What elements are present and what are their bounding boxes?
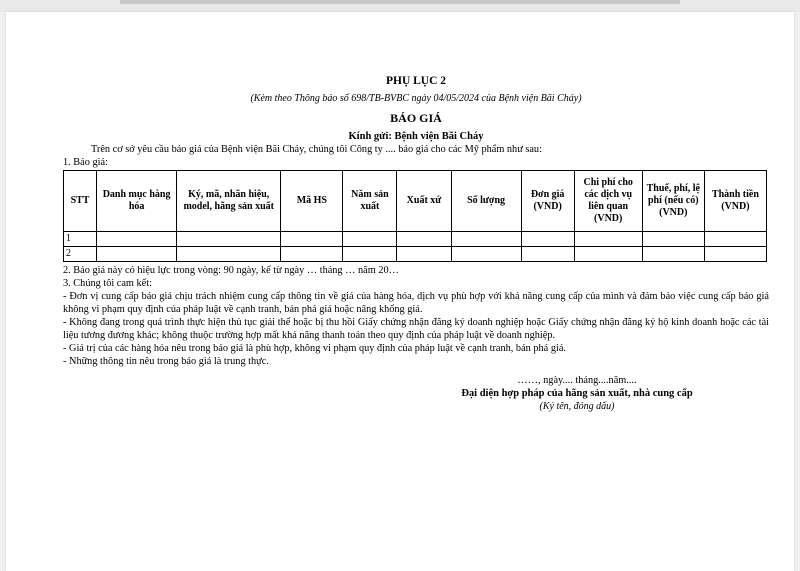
appendix-subtitle: (Kèm theo Thông báo số 698/TB-BVBC ngày 04/05/2024 của Bệnh viện Bãi Cháy) <box>250 93 582 104</box>
signature-title: Đại diện hợp pháp của hãng sản xuất, nhà cung cấp <box>461 388 693 399</box>
table-cell[interactable] <box>642 232 704 247</box>
header-service-cost: Chi phí cho các dịch vụ liên quan (VND) <box>574 171 642 232</box>
table-cell[interactable] <box>574 232 642 247</box>
header-stt: STT <box>64 171 97 232</box>
horizontal-scrollbar[interactable] <box>120 0 680 4</box>
header-quantity: Số lượng <box>451 171 521 232</box>
main-title: BÁO GIÁ <box>390 111 442 125</box>
table-cell[interactable] <box>343 232 397 247</box>
table-cell[interactable] <box>704 247 766 262</box>
table-cell[interactable] <box>642 247 704 262</box>
table-cell[interactable] <box>97 247 177 262</box>
quote-table <box>63 170 767 262</box>
table-cell[interactable] <box>574 247 642 262</box>
intro-paragraph: Trên cơ sở yêu cầu báo giá của Bệnh viện Bãi Cháy, chúng tôi Công ty .... báo giá cho các Mỹ phẩm như sau: <box>91 144 542 155</box>
header-hs-code: Mã HS <box>281 171 343 232</box>
table-cell[interactable] <box>177 247 281 262</box>
table-header-row <box>64 171 767 232</box>
table-cell[interactable]: 2 <box>64 247 97 262</box>
table-cell[interactable] <box>97 232 177 247</box>
section-1-heading: 1. Báo giá: <box>63 157 108 168</box>
header-tax-fee: Thuế, phí, lệ phí (nếu có) (VND) <box>642 171 704 232</box>
table-cell[interactable] <box>451 247 521 262</box>
appendix-title: PHỤ LỤC 2 <box>385 75 447 87</box>
table-cell[interactable] <box>521 247 574 262</box>
table-cell[interactable] <box>704 232 766 247</box>
table-cell[interactable] <box>451 232 521 247</box>
signature-note: (Ký tên, đóng dấu) <box>539 401 615 412</box>
commitment-item: - Đơn vị cung cấp báo giá chịu trách nhiệm cung cấp thông tin về giá của hàng hóa, dịch vụ phù hợp với khả năng cung cấp của mình và đảm bảo việc cung cấp báo giá không vi phạm quy định của pháp luật về cạnh tranh, bán phá giá hoặc nâng khống giá. <box>63 291 769 315</box>
commitment-item: - Giá trị của các hàng hóa nêu trong báo giá là phù hợp, không vi phạm quy định của pháp luật về cạnh tranh, bán phá giá. <box>63 343 566 354</box>
section-3-heading: 3. Chúng tôi cam kết: <box>63 278 152 289</box>
signature-date: ……, ngày.... tháng....năm.... <box>517 375 637 386</box>
header-total: Thành tiền (VND) <box>704 171 766 232</box>
header-item-category: Danh mục hàng hóa <box>97 171 177 232</box>
table-cell[interactable] <box>281 232 343 247</box>
table-cell[interactable] <box>397 247 451 262</box>
table-cell[interactable] <box>343 247 397 262</box>
table-cell[interactable] <box>397 232 451 247</box>
table-cell[interactable] <box>281 247 343 262</box>
window-top-bar <box>0 0 800 12</box>
header-brand-model: Ký, mã, nhãn hiệu, model, hãng sản xuất <box>177 171 281 232</box>
commitment-item: - Không đang trong quá trình thực hiện thủ tục giải thể hoặc bị thu hồi Giấy chứng nhận đăng ký doanh nghiệp hoặc Giấy chứng nhận đăng ký hộ kinh doanh hoặc các tài liệu tương đương khác; không thuộc trường hợp mất khả năng thanh toán theo quy định của pháp luật về doanh nghiệp. <box>63 317 769 341</box>
table-row <box>64 247 767 262</box>
header-origin: Xuất xứ <box>397 171 451 232</box>
commitment-item: - Những thông tin nêu trong báo giá là trung thực. <box>63 356 269 367</box>
document-content <box>63 74 769 413</box>
table-row <box>64 232 767 247</box>
header-year: Năm sản xuất <box>343 171 397 232</box>
table-cell[interactable] <box>177 232 281 247</box>
table-cell[interactable]: 1 <box>64 232 97 247</box>
table-cell[interactable] <box>521 232 574 247</box>
document-page <box>6 12 794 571</box>
addressee: Kính gửi: Bệnh viện Bãi Cháy <box>348 131 484 142</box>
signature-block <box>385 374 769 413</box>
validity-statement: 2. Báo giá này có hiệu lực trong vòng: 90 ngày, kể từ ngày … tháng … năm 20… <box>63 265 399 276</box>
header-unit-price: Đơn giá (VND) <box>521 171 574 232</box>
